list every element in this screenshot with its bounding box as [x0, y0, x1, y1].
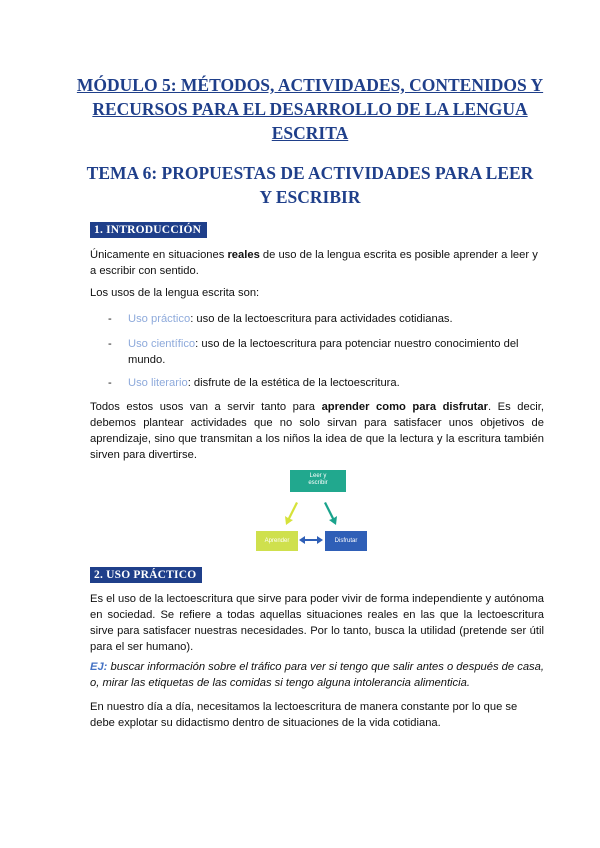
topic-title-line1: TEMA 6: PROPUESTAS DE ACTIVIDADES PARA LEER — [86, 163, 534, 183]
list-item-uso-literario — [108, 375, 544, 391]
purpose-text-a: Todos estos usos van a servir tanto para — [90, 401, 322, 413]
uso-cientifico-desc: : uso de la lectoescritura para potenciar nuestro conocimiento del mundo. — [128, 338, 519, 366]
example-label: EJ: — [90, 661, 108, 673]
uso-practico-desc: : uso de la lectoescritura para actividades cotidianas. — [190, 313, 453, 325]
diagram-node-aprender: Aprender — [256, 531, 298, 551]
topic-title-line2: Y ESCRIBIR — [259, 187, 361, 207]
uso-practico-paragraph: Es el uso de la lectoescritura que sirve para poder vivir de forma independiente y autónoma en sociedad. Se refiere a todas aquellas situaciones reales en las que la lectoescritura sirve para satisfacer nuestras necesidades. Por lo tanto, busca la utilidad (pretende ser útil para el ser humano). — [90, 593, 544, 653]
list-item-uso-cientifico — [108, 336, 544, 368]
double-arrow — [299, 536, 323, 544]
uses-purpose-paragraph — [90, 399, 544, 463]
list-dash: - — [108, 377, 112, 389]
uses-intro: Los usos de la lengua escrita son: — [90, 287, 260, 299]
list-dash: - — [108, 313, 112, 325]
arrow-to-disfrutar — [324, 502, 337, 525]
list-item-uso-practico — [108, 311, 544, 327]
list-dash: - — [108, 338, 112, 350]
intro-bold: reales — [227, 249, 260, 261]
purpose-text-b: . Es decir, debemos plantear actividades que no solo sirvan para satisfacer unos objetivos de aprendizaje, sino que transmitan a los niños la idea de que la lectura y la escritura también sirven para divertirse. — [90, 401, 545, 461]
example-text: buscar información sobre el tráfico para ver si tengo que salir antes o después de casa, o, mirar las etiquetas de las comidas si tengo alguna intolerancia alimenticia. — [90, 661, 544, 689]
purpose-bold: aprender como para disfrutar — [321, 401, 488, 413]
intro-text-a: Únicamente en situaciones — [90, 249, 228, 261]
uso-cientifico-label: Uso científico — [128, 338, 196, 350]
arrow-to-aprender — [285, 502, 298, 525]
daily-life-paragraph: En nuestro día a día, necesitamos la lectoescritura de manera constante por lo que se debe explotar su didactismo dentro de situaciones de la vida cotidiana. — [90, 701, 518, 729]
module-title: MÓDULO 5: MÉTODOS, ACTIVIDADES, CONTENIDOS Y RECURSOS PARA EL DESARROLLO DE LA LENGUA ESCRITA — [76, 75, 544, 143]
diagram-node-disfrutar: Disfrutar — [325, 531, 367, 551]
intro-paragraph — [90, 247, 544, 279]
topic-title — [60, 161, 560, 209]
section-heading-uso-practico: 2. USO PRÁCTICO — [90, 567, 202, 583]
uso-literario-label: Uso literario — [128, 377, 188, 389]
uso-literario-desc: : disfrute de la estética de la lectoescritura. — [187, 377, 400, 389]
section-heading-introduccion: 1. INTRODUCCIÓN — [90, 222, 207, 238]
example-paragraph — [90, 659, 544, 691]
intro-text-b: de uso de la lengua escrita es posible aprender a leer y a escribir con sentido. — [90, 249, 538, 277]
diagram-node-leer-escribir: Leer y escribir — [290, 470, 346, 492]
uso-practico-label: Uso práctico — [128, 313, 191, 325]
